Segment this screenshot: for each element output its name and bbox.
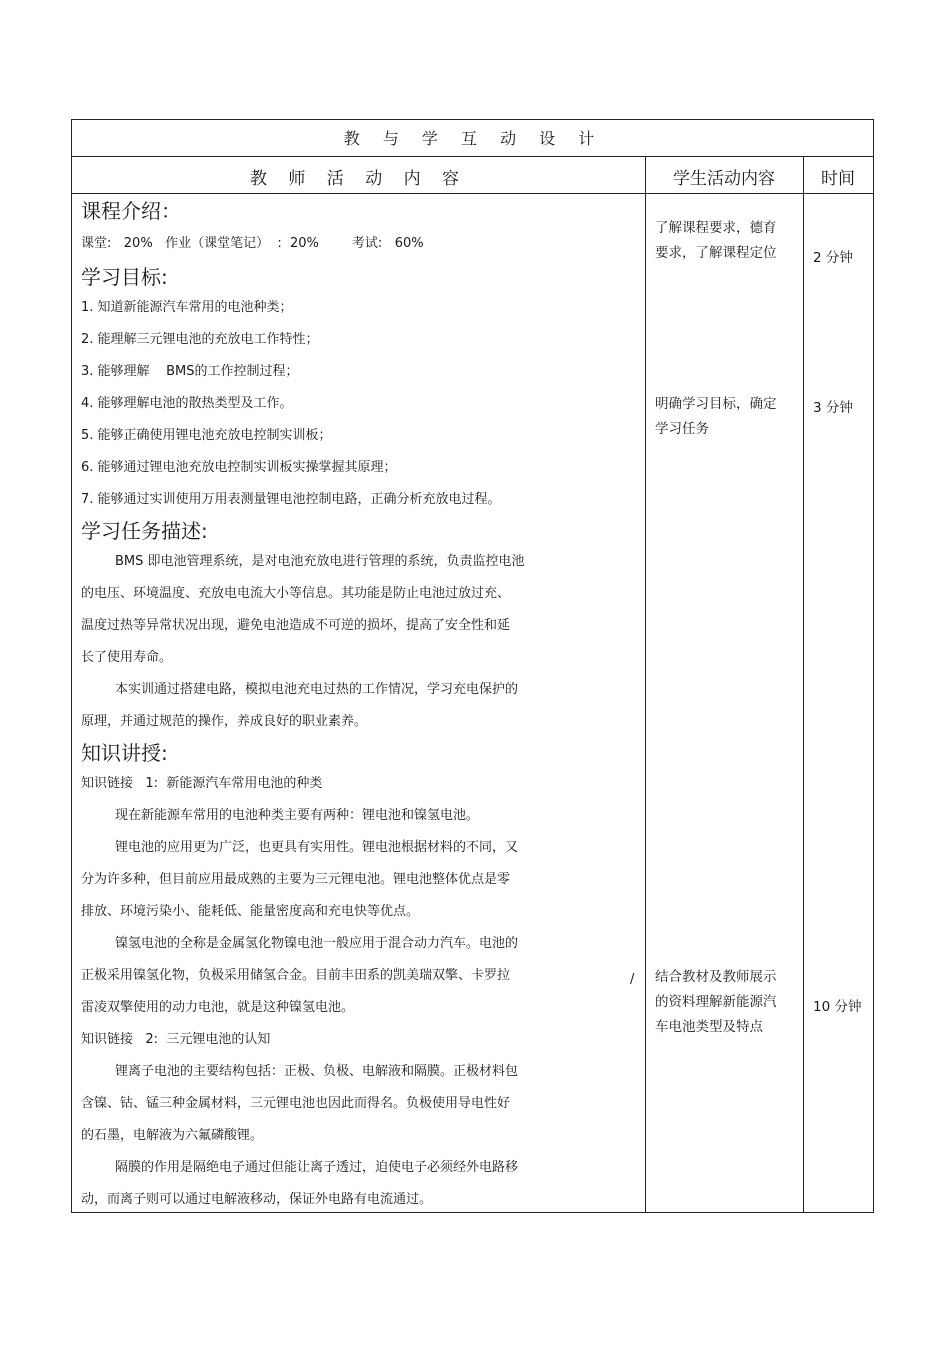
goal-item: 4. 能够理解电池的散热类型及工作。 <box>81 396 293 411</box>
column-divider <box>645 156 646 1212</box>
header-time: 时间 <box>821 169 855 189</box>
task-paragraph-line: BMS 即电池管理系统，是对电池充放电进行管理的系统，负责监控电池 <box>115 554 525 569</box>
column-divider <box>803 156 804 1212</box>
task-paragraph-line: 长了使用寿命。 <box>81 650 173 665</box>
student-activity-3: 结合教材及教师展示的资料理解新能源汽车电池类型及特点 <box>655 969 777 1035</box>
row-divider <box>72 156 873 157</box>
goals-heading: 学习目标: <box>81 265 168 289</box>
goal-item: 3. 能够理解 BMS的工作控制过程； <box>81 364 299 379</box>
intro-weights: 课堂: 20% 作业（课堂笔记） : 20% 考试: 60% <box>81 236 424 251</box>
goal-item: 1. 知道新能源汽车常用的电池种类； <box>81 300 293 315</box>
row-divider <box>72 193 873 194</box>
slash-mark: / <box>630 972 635 987</box>
intro-heading: 课程介绍： <box>81 199 181 223</box>
teaching-design-table <box>71 119 874 1213</box>
task-paragraph-line: 原理，并通过规范的操作，养成良好的职业素养。 <box>81 714 368 729</box>
knowledge-line: 分为许多种，但目前应用最成熟的主要为三元锂电池。锂电池整体优点是零 <box>81 872 511 887</box>
knowledge-line: 现在新能源车常用的电池种类主要有两种：锂电池和镍氢电池。 <box>115 808 480 823</box>
knowledge-link-title: 知识链接 2: 三元锂电池的认知 <box>81 1032 271 1047</box>
table-title: 教 与 学 互 动 设 计 <box>343 129 604 148</box>
task-paragraph-line: 本实训通过搭建电路，模拟电池充电过热的工作情况，学习充电保护的 <box>115 682 519 697</box>
header-teacher-activity: 教 师 活 动 内 容 <box>249 169 468 189</box>
time-3: 10 分钟 <box>813 999 862 1015</box>
goal-item: 6. 能够通过锂电池充放电控制实训板实操掌握其原理； <box>81 460 397 475</box>
task-paragraph-line: 的电压、环境温度、充放电电流大小等信息。其功能是防止电池过放过充、 <box>81 586 511 601</box>
goal-item: 7. 能够通过实训使用万用表测量锂电池控制电路，正确分析充放电过程。 <box>81 492 501 507</box>
header-student-activity: 学生活动内容 <box>673 169 775 189</box>
task-heading: 学习任务描述: <box>81 519 208 543</box>
knowledge-line: 锂电池的应用更为广泛，也更具有实用性。锂电池根据材料的不同，又 <box>115 840 519 855</box>
task-paragraph-line: 温度过热等异常状况出现，避免电池造成不可逆的损坏，提高了安全性和延 <box>81 618 511 633</box>
knowledge-line: 雷凌双擎使用的动力电池，就是这种镍氢电池。 <box>81 1000 355 1015</box>
goal-item: 5. 能够正确使用锂电池充放电控制实训板； <box>81 428 332 443</box>
knowledge-heading: 知识讲授: <box>81 741 168 765</box>
student-activity-2: 明确学习目标，确定学习任务 <box>655 396 777 437</box>
teacher-content <box>81 196 641 1216</box>
knowledge-link-title: 知识链接 1: 新能源汽车常用电池的种类 <box>81 776 323 791</box>
knowledge-line: 锂离子电池的主要结构包括：正极、负极、电解液和隔膜。正极材料包 <box>115 1064 519 1079</box>
time-2: 3 分钟 <box>813 400 853 416</box>
student-activity-1: 了解课程要求，德育要求，了解课程定位 <box>655 220 777 261</box>
time-1: 2 分钟 <box>813 250 853 266</box>
knowledge-line: 排放、环境污染小、能耗低、能量密度高和充电快等优点。 <box>81 904 420 919</box>
knowledge-line: 的石墨，电解液为六氟磷酸锂。 <box>81 1128 264 1143</box>
knowledge-line: 镍氢电池的全称是金属氢化物镍电池一般应用于混合动力汽车。电池的 <box>115 936 519 951</box>
knowledge-line: 正极采用镍氢化物，负极采用储氢合金。目前丰田系的凯美瑞双擎、卡罗拉 <box>81 968 511 983</box>
goal-item: 2. 能理解三元锂电池的充放电工作特性； <box>81 332 319 347</box>
knowledge-line: 含镍、钴、锰三种金属材料，三元锂电池也因此而得名。负极使用导电性好 <box>81 1096 511 1111</box>
knowledge-line: 动，而离子则可以通过电解液移动，保证外电路有电流通过。 <box>81 1192 433 1207</box>
knowledge-line: 隔膜的作用是隔绝电子通过但能让离子透过，迫使电子必须经外电路移 <box>115 1160 519 1175</box>
